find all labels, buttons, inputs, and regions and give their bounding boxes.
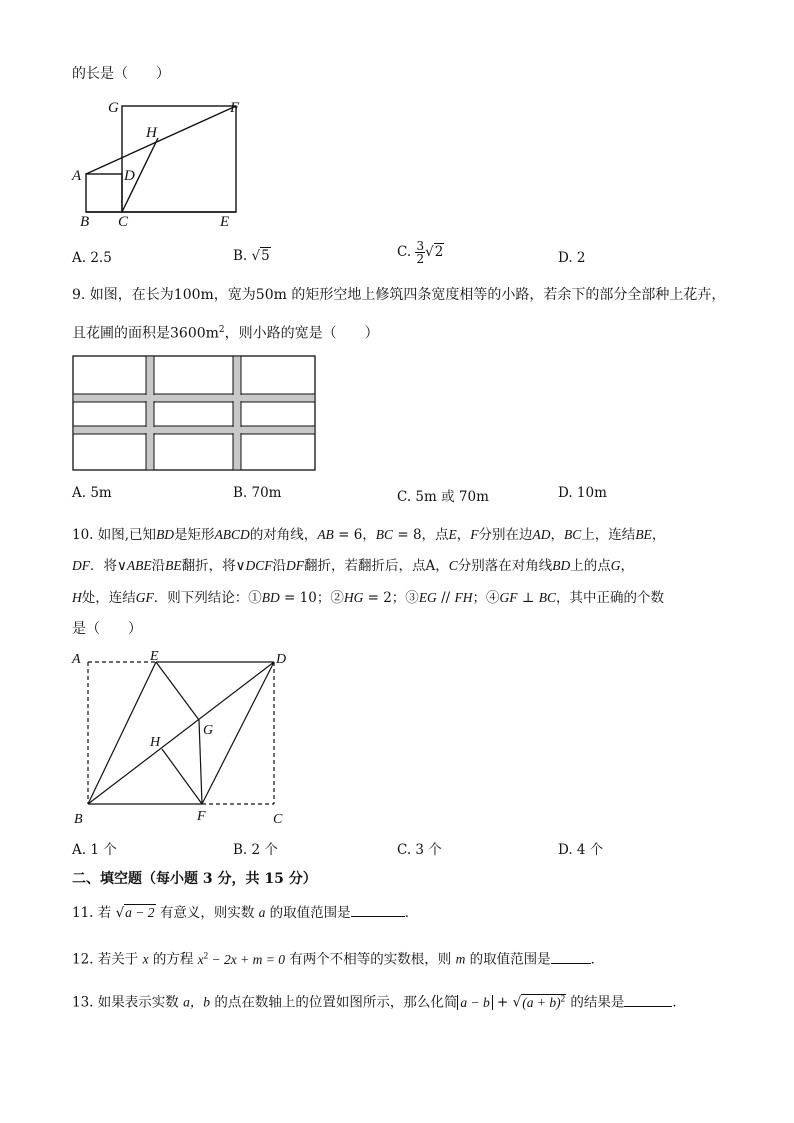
q9-option-d: D. 10m — [558, 485, 607, 501]
q8-option-c-fraction — [415, 240, 425, 265]
q10-label-h: H — [150, 735, 161, 750]
q8-option-c-denominator: 2 — [416, 252, 425, 266]
q8-option-b-radicand: 5 — [261, 248, 270, 264]
q10-label-b: B — [74, 812, 83, 827]
q10-line-bd — [88, 662, 274, 804]
q9-outer-rect — [73, 356, 315, 470]
q12-answer-blank[interactable] — [551, 963, 591, 964]
q12-line: 12. 若关于 x 的方程 $x^2 - 2x + m = 0$ 有两个不相等的实数根，则 m 的取值范围是 ． — [72, 950, 605, 968]
q8-option-c: C. $\frac{3}{2}$ √2 — [397, 239, 444, 266]
q10-line1: 10. 如图,已知BD是矩形ABCD的对角线，AB = 6，BC = 8，点E，F分别在边AD，BC上，连结BE， — [72, 527, 666, 543]
q9-option-a: A. 5m — [72, 485, 112, 501]
q10-line4: 是（ ） — [72, 621, 142, 637]
q10-label-d: D — [276, 652, 287, 667]
q8-label-g: G — [108, 100, 119, 116]
q8-option-b: B. √5 — [233, 248, 270, 264]
q10-line-gf — [199, 720, 202, 804]
q8-option-a: A. 2.5 — [72, 250, 112, 266]
q8-label-b: B — [80, 214, 90, 230]
q9-line2-pre: 且花圃的面积是3600m — [72, 325, 219, 342]
q10-label-e: E — [150, 649, 159, 664]
q13-radicand: $(a + b)^2$ — [522, 993, 566, 1010]
q10-line-eg — [156, 662, 199, 720]
q11-radicand: a − 2 — [125, 905, 155, 920]
q10-option-b: B. 2 个 — [233, 842, 278, 858]
q10-label-g: G — [203, 723, 214, 738]
q9-line2-post: ，则小路的宽是（ ） — [224, 325, 379, 342]
q10-figure — [66, 648, 296, 828]
q8-option-c-radicand: 2 — [434, 244, 444, 260]
q11-line: 11. 若 √a − 2 有意义，则实数 a 的取值范围是 ． — [72, 905, 419, 921]
q10-label-f: F — [197, 809, 206, 824]
q9-line2-sup: 2 — [218, 325, 225, 335]
q9-line1: 9. 如图，在长为100m，宽为50m 的矩形空地上修筑四条宽度相等的小路，若余下的部分全部种上花卉， — [72, 287, 726, 303]
q10-label-a: A — [72, 652, 81, 667]
q9-line2 — [72, 320, 379, 344]
q8-label-c: C — [118, 214, 129, 230]
q10-line-hf — [162, 749, 202, 804]
q8-option-b-letter: B. — [233, 248, 248, 264]
q12-equation: $x^2 - 2x + m = 0$ — [197, 950, 285, 967]
q8-option-c-numerator: 3 — [416, 239, 425, 253]
q10-line-be — [88, 662, 156, 804]
q9-option-c: C. 5m 或 70m — [397, 489, 489, 505]
q8-line-af — [86, 106, 236, 174]
q8-label-h: H — [146, 125, 157, 141]
q8-square-cefg — [122, 106, 236, 212]
q10-line3: H处，连结GF．则下列结论：①BD = 10；②HG = 2；③EG // FH；④GF ⊥ BC，其中正确的个数 — [72, 590, 665, 606]
q10-option-a: A. 1 个 — [72, 842, 117, 858]
q8-label-d: D — [124, 168, 135, 184]
q10-line2: DF．将∨ABE沿BE翻折，将∨DCF沿DF翻折，若翻折后，点A，C分别落在对角线BD上的点G， — [72, 558, 635, 574]
q10-option-c: C. 3 个 — [397, 842, 442, 858]
q9-figure — [72, 355, 318, 473]
q8-label-f: F — [230, 100, 240, 116]
q8-label-a: A — [72, 168, 82, 184]
q8-figure — [66, 92, 256, 234]
q9-option-b: B. 70m — [233, 485, 282, 501]
q8-square-abcd — [86, 174, 122, 212]
section-heading: 二、填空题（每小题 3 分，共 15 分） — [72, 871, 317, 887]
q8-label-e: E — [220, 214, 230, 230]
q13-answer-blank[interactable] — [624, 1006, 672, 1007]
q10-option-d: D. 4 个 — [558, 842, 604, 858]
q8-stem-tail: 的长是（ ） — [72, 66, 170, 82]
q13-abs-value: a − b — [457, 995, 492, 1010]
q11-answer-blank[interactable] — [351, 916, 405, 917]
q8-option-c-letter: C. — [397, 244, 412, 260]
q10-label-c: C — [273, 812, 283, 827]
q13-line: 13. 如果表示实数 a，b 的点在数轴上的位置如图所示，那么化简 $a - b + √(a + b)^2$ 的结果是 ． — [72, 993, 686, 1011]
q8-option-d: D. 2 — [558, 250, 586, 266]
